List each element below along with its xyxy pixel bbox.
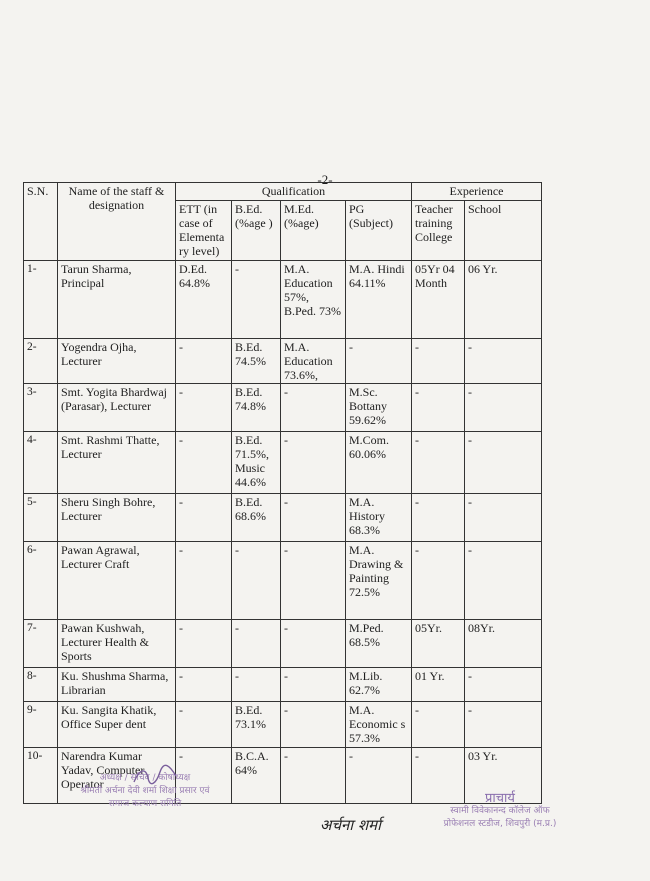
left-stamp-line3: समाज कल्याण समिति	[108, 799, 182, 809]
cell-med: -	[281, 542, 346, 620]
header-experience: Experience	[412, 183, 542, 201]
table-header	[24, 183, 542, 261]
cell-teacher-training: -	[412, 384, 465, 432]
table-row	[24, 702, 542, 748]
cell-bed: B.Ed. 71.5%, Music 44.6%	[232, 432, 281, 494]
cell-sn: 4-	[24, 432, 58, 494]
cell-pg: -	[346, 748, 412, 804]
cell-pg: -	[346, 339, 412, 384]
cell-ett: -	[176, 384, 232, 432]
header-qualification: Qualification	[176, 183, 412, 201]
header-ett: ETT (in case of Elementa ry level)	[176, 201, 232, 261]
header-sn: S.N.	[24, 183, 58, 261]
table-row	[24, 384, 542, 432]
right-stamp-line2: स्वामी विवेकानन्द कॉलेज ऑफ	[450, 806, 550, 816]
cell-bed: -	[232, 620, 281, 668]
cell-sn: 3-	[24, 384, 58, 432]
cell-pg: M.A. Drawing & Painting 72.5%	[346, 542, 412, 620]
cell-bed: B.Ed. 74.8%	[232, 384, 281, 432]
header-bed: B.Ed. (%age )	[232, 201, 281, 261]
cell-name: Smt. Rashmi Thatte, Lecturer	[58, 432, 176, 494]
cell-med: M.A. Education 73.6%,	[281, 339, 346, 384]
right-stamp	[420, 792, 580, 831]
cell-school: -	[465, 542, 542, 620]
cell-ett: D.Ed. 64.8%	[176, 261, 232, 339]
signature-middle: अर्चना शर्मा	[320, 816, 382, 834]
cell-med: -	[281, 494, 346, 542]
cell-pg: M.A. Hindi 64.11%	[346, 261, 412, 339]
cell-med: -	[281, 668, 346, 702]
header-name: Name of the staff & designation	[58, 183, 176, 261]
cell-name: Pawan Agrawal, Lecturer Craft	[58, 542, 176, 620]
table-row	[24, 432, 542, 494]
cell-ett: -	[176, 748, 232, 804]
cell-ett: -	[176, 494, 232, 542]
table-row	[24, 261, 542, 339]
cell-teacher-training: -	[412, 542, 465, 620]
cell-ett: -	[176, 668, 232, 702]
cell-teacher-training: -	[412, 748, 465, 804]
cell-ett: -	[176, 620, 232, 668]
cell-med: -	[281, 702, 346, 748]
header-med: M.Ed. (%age)	[281, 201, 346, 261]
table-row	[24, 494, 542, 542]
page-number: -2-	[317, 172, 333, 187]
header-pg: PG (Subject)	[346, 201, 412, 261]
cell-teacher-training: 01 Yr.	[412, 668, 465, 702]
cell-sn: 6-	[24, 542, 58, 620]
cell-school: 06 Yr.	[465, 261, 542, 339]
cell-name: Tarun Sharma, Principal	[58, 261, 176, 339]
header-school: School	[465, 201, 542, 261]
right-stamp-line1: प्राचार्य	[485, 791, 515, 806]
cell-ett: -	[176, 702, 232, 748]
cell-name: Sheru Singh Bohre, Lecturer	[58, 494, 176, 542]
cell-school: -	[465, 432, 542, 494]
cell-sn: 2-	[24, 339, 58, 384]
cell-name: Ku. Shushma Sharma, Librarian	[58, 668, 176, 702]
cell-teacher-training: -	[412, 702, 465, 748]
cell-teacher-training: -	[412, 432, 465, 494]
table-row	[24, 668, 542, 702]
cell-school: -	[465, 384, 542, 432]
cell-school: 08Yr.	[465, 620, 542, 668]
left-stamp	[60, 772, 230, 811]
cell-school: -	[465, 494, 542, 542]
signature-scribble-left	[130, 764, 180, 788]
cell-sn: 5-	[24, 494, 58, 542]
cell-ett: -	[176, 432, 232, 494]
cell-ett: -	[176, 542, 232, 620]
cell-teacher-training: 05Yr.	[412, 620, 465, 668]
cell-sn: 8-	[24, 668, 58, 702]
cell-bed: B.Ed. 68.6%	[232, 494, 281, 542]
cell-sn: 9-	[24, 702, 58, 748]
header-teacher-training: Teacher training College	[412, 201, 465, 261]
cell-med: -	[281, 432, 346, 494]
cell-school: -	[465, 702, 542, 748]
cell-med: -	[281, 748, 346, 804]
table-row	[24, 542, 542, 620]
cell-bed: -	[232, 261, 281, 339]
cell-name: Ku. Sangita Khatik, Office Super dent	[58, 702, 176, 748]
table-row	[24, 339, 542, 384]
cell-name: Smt. Yogita Bhardwaj (Parasar), Lecturer	[58, 384, 176, 432]
cell-bed: B.Ed. 73.1%	[232, 702, 281, 748]
cell-school: 03 Yr.	[465, 748, 542, 804]
staff-table	[23, 182, 542, 804]
cell-pg: M.Lib. 62.7%	[346, 668, 412, 702]
cell-name: Pawan Kushwah, Lecturer Health & Sports	[58, 620, 176, 668]
cell-pg: M.Com. 60.06%	[346, 432, 412, 494]
left-stamp-line1: अध्यक्ष / सचिव / कोषाध्यक्ष	[99, 773, 191, 783]
cell-teacher-training: 05Yr 04 Month	[412, 261, 465, 339]
cell-pg: M.A. History 68.3%	[346, 494, 412, 542]
cell-teacher-training: -	[412, 339, 465, 384]
cell-sn: 7-	[24, 620, 58, 668]
cell-sn: 10-	[24, 748, 58, 804]
right-stamp-line3: प्रोफेशनल स्टडीज, शिवपुरी (म.प्र.)	[443, 819, 557, 829]
table-row	[24, 620, 542, 668]
cell-bed: B.Ed. 74.5%	[232, 339, 281, 384]
cell-pg: M.Ped. 68.5%	[346, 620, 412, 668]
cell-med: -	[281, 384, 346, 432]
cell-bed: -	[232, 542, 281, 620]
cell-teacher-training: -	[412, 494, 465, 542]
cell-pg: M.Sc. Bottany 59.62%	[346, 384, 412, 432]
cell-school: -	[465, 339, 542, 384]
cell-med: M.A. Education 57%, B.Ped. 73%	[281, 261, 346, 339]
cell-bed: B.C.A. 64%	[232, 748, 281, 804]
cell-pg: M.A. Economic s 57.3%	[346, 702, 412, 748]
cell-bed: -	[232, 668, 281, 702]
cell-med: -	[281, 620, 346, 668]
cell-sn: 1-	[24, 261, 58, 339]
left-stamp-line2: श्रीमती अर्चना देवी शर्मा शिक्षा प्रसार एवं	[80, 786, 210, 796]
cell-ett: -	[176, 339, 232, 384]
cell-name: Yogendra Ojha, Lecturer	[58, 339, 176, 384]
cell-name: Narendra Kumar Yadav, Computer Operator	[58, 748, 176, 804]
cell-school: -	[465, 668, 542, 702]
